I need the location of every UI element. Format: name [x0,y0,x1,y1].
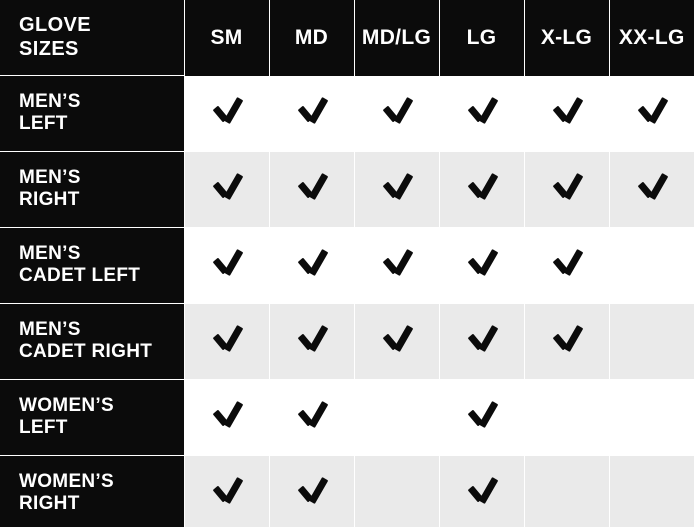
row-label-line-1: MEN’S [19,166,81,188]
table-row [0,151,694,227]
cell-mens-left-sm [184,76,269,152]
check-icon-empty [550,402,584,428]
table-body [0,76,694,527]
check-icon [635,174,669,200]
row-label-mens-cadet-left [0,227,184,303]
corner-title-line-1: GLOVE [19,14,92,37]
header-row [0,0,694,76]
check-icon [380,250,414,276]
cell-mens-left-xx-lg [609,76,694,152]
cell-womens-left-md [269,379,354,455]
check-icon-empty [380,402,414,428]
cell-womens-right-sm [184,455,269,527]
column-header-md: MD [269,0,354,76]
cell-mens-right-sm [184,151,269,227]
cell-womens-right-lg [439,455,524,527]
row-label-womens-right [0,455,184,527]
cell-mens-left-x-lg [524,76,609,152]
row-label-mens-right [0,151,184,227]
table-row [0,227,694,303]
cell-mens-right-lg [439,151,524,227]
row-label-line-1: MEN’S [19,318,81,340]
table-row [0,303,694,379]
cell-mens-cadet-right-md-lg [354,303,439,379]
cell-mens-cadet-right-lg [439,303,524,379]
check-icon [550,326,584,352]
cell-mens-cadet-left-md-lg [354,227,439,303]
row-label-line-2: RIGHT [19,189,80,210]
check-icon [295,98,329,124]
cell-womens-right-md-lg [354,455,439,527]
cell-mens-cadet-left-lg [439,227,524,303]
row-label-line-1: WOMEN’S [19,394,114,416]
row-label-line-1: WOMEN’S [19,471,114,493]
table-row [0,379,694,455]
check-icon [465,174,499,200]
check-icon [550,250,584,276]
check-icon-empty [635,402,669,428]
check-icon-empty [635,326,669,352]
check-icon [295,478,329,504]
cell-womens-left-x-lg [524,379,609,455]
cell-mens-cadet-left-x-lg [524,227,609,303]
cell-womens-left-lg [439,379,524,455]
check-icon [465,326,499,352]
cell-womens-left-xx-lg [609,379,694,455]
table-row [0,455,694,527]
cell-womens-right-x-lg [524,455,609,527]
check-icon [380,174,414,200]
check-icon [380,98,414,124]
check-icon [210,98,244,124]
cell-mens-left-lg [439,76,524,152]
column-header-x-lg: X-LG [524,0,609,76]
table-row [0,76,694,152]
check-icon [465,250,499,276]
check-icon-empty [635,478,669,504]
cell-mens-left-md-lg [354,76,439,152]
cell-mens-cadet-left-md [269,227,354,303]
row-label-line-1: MEN’S [19,242,81,264]
cell-mens-right-xx-lg [609,151,694,227]
column-header-xx-lg: XX-LG [609,0,694,76]
row-label-line-2: LEFT [19,417,68,438]
check-icon [295,174,329,200]
check-icon [210,402,244,428]
column-header-sm: SM [184,0,269,76]
row-label-line-2: CADET RIGHT [19,341,153,362]
table-header [0,0,694,76]
row-label-line-2: LEFT [19,113,68,135]
check-icon-empty [550,478,584,504]
corner-title-line-2: SIZES [19,37,79,60]
cell-mens-cadet-right-xx-lg [609,303,694,379]
cell-womens-left-md-lg [354,379,439,455]
cell-womens-right-xx-lg [609,455,694,527]
check-icon-empty [380,478,414,504]
check-icon [465,478,499,504]
check-icon [380,326,414,352]
row-label-line-2: CADET LEFT [19,265,141,286]
row-label-line-2: RIGHT [19,493,80,515]
cell-mens-cadet-right-x-lg [524,303,609,379]
check-icon [465,402,499,428]
row-label-mens-cadet-right [0,303,184,379]
check-icon [210,326,244,352]
check-icon [550,98,584,124]
cell-mens-cadet-left-sm [184,227,269,303]
row-label-mens-left [0,76,184,152]
check-icon [295,402,329,428]
check-icon [210,250,244,276]
cell-womens-right-md [269,455,354,527]
row-label-line-1: MEN’S [19,91,81,113]
cell-mens-left-md [269,76,354,152]
check-icon [210,478,244,504]
cell-mens-cadet-right-md [269,303,354,379]
check-icon [295,250,329,276]
check-icon-empty [635,250,669,276]
cell-womens-left-sm [184,379,269,455]
row-label-womens-left [0,379,184,455]
cell-mens-cadet-right-sm [184,303,269,379]
check-icon [465,98,499,124]
column-header-lg: LG [439,0,524,76]
cell-mens-right-md [269,151,354,227]
cell-mens-right-md-lg [354,151,439,227]
check-icon [210,174,244,200]
cell-mens-right-x-lg [524,151,609,227]
column-header-md-lg: MD/LG [354,0,439,76]
check-icon [295,326,329,352]
check-icon [635,98,669,124]
table-corner-title [0,0,184,76]
cell-mens-cadet-left-xx-lg [609,227,694,303]
check-icon [550,174,584,200]
